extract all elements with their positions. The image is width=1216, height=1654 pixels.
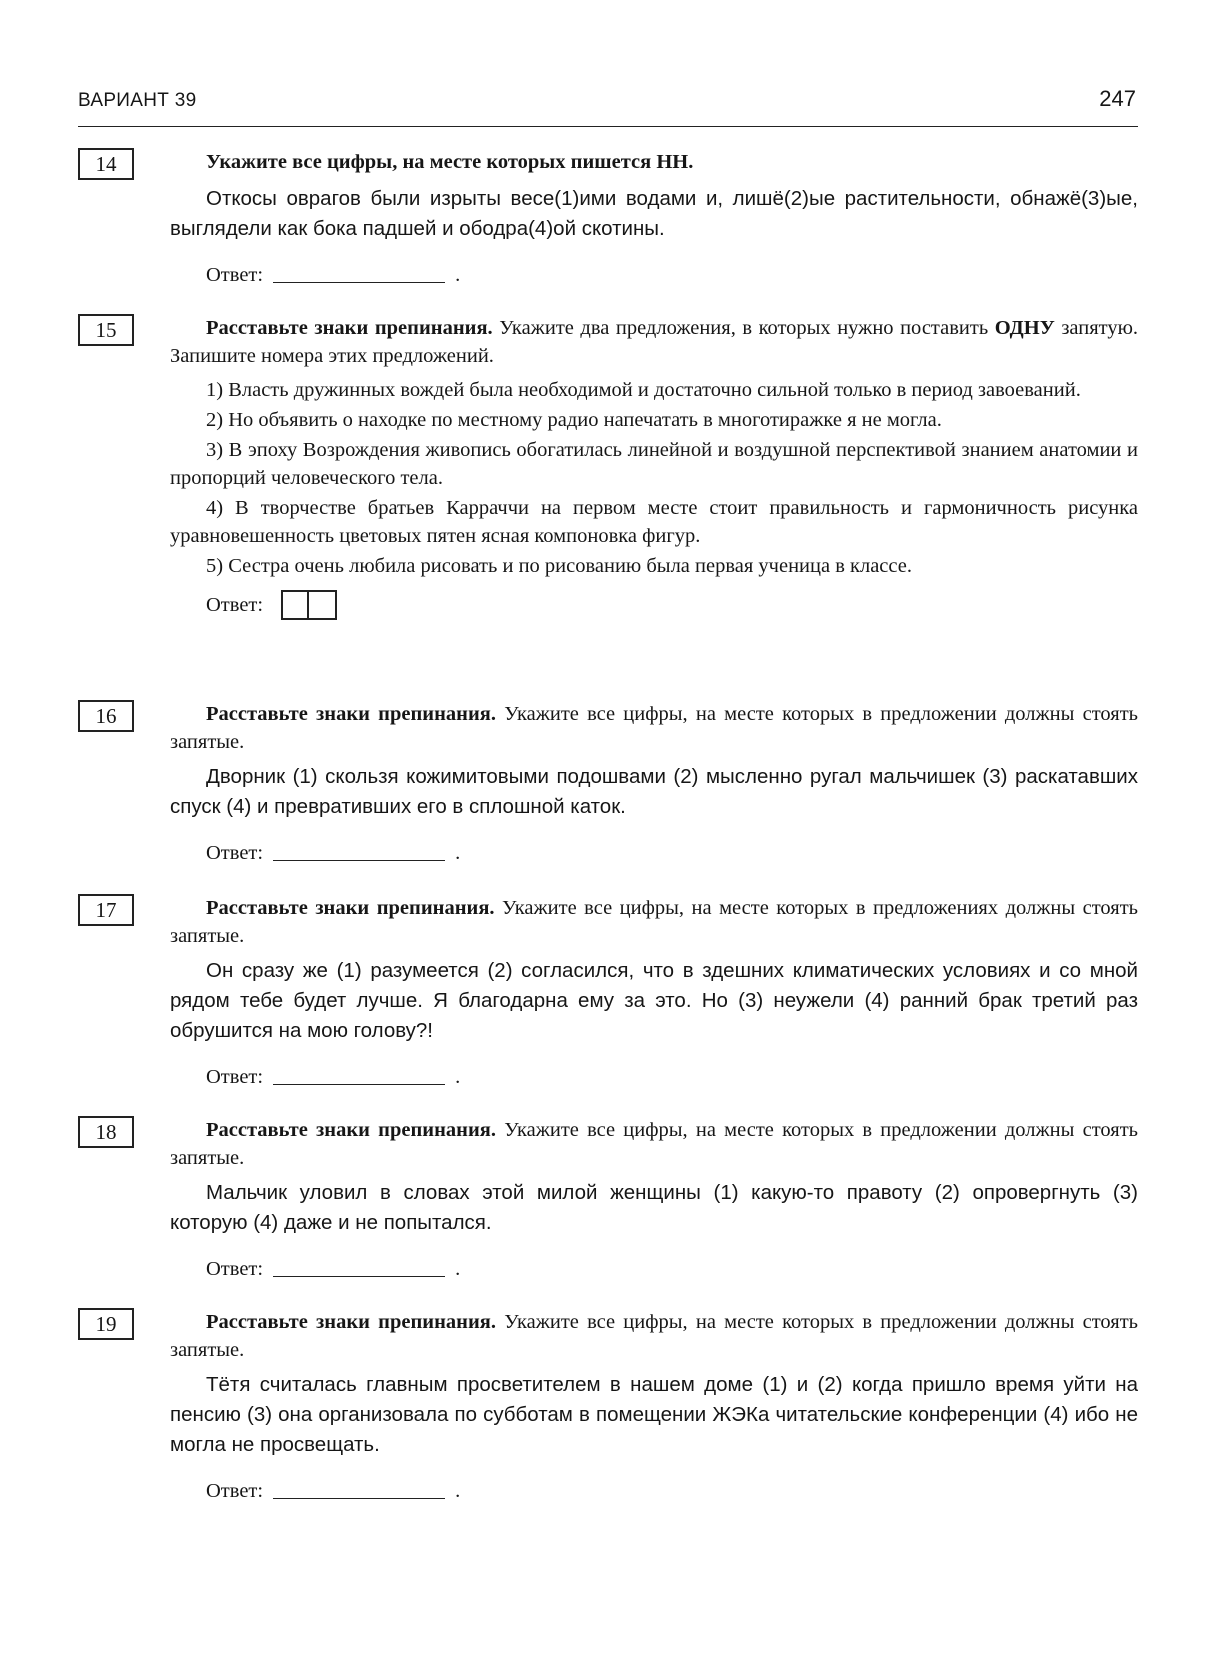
task-number: 17: [78, 894, 134, 926]
answer-label: Ответ:: [206, 1065, 264, 1088]
task-number: 19: [78, 1308, 134, 1340]
answer-box-2[interactable]: [309, 590, 337, 620]
task-text: Он сразу же (1) разумеется (2) согласился, что в здешних климатических условиях и со мной рядом тебе будет лучше. Я благодарна ему за это. Но (3) неужели (4) ранний брак третий раз обрушится на мою голову?!: [170, 959, 1138, 1042]
task-number: 16: [78, 700, 134, 732]
task-instruction: Расставьте знаки препинания. Укажите все цифры, на месте которых в предложении должны стоять запятые.: [170, 1119, 1139, 1169]
answer-box-1[interactable]: [281, 590, 309, 620]
task-instruction: Расставьте знаки препинания. Укажите все цифры, на месте которых в предложении должны стоять запятые.: [170, 703, 1139, 753]
variant-title: ВАРИАНТ 39: [78, 90, 197, 111]
answer-row: Ответ: .: [206, 841, 461, 864]
answer-line[interactable]: [273, 1484, 445, 1499]
answer-line[interactable]: [273, 1262, 445, 1277]
answer-label: Ответ:: [206, 593, 264, 616]
task-instruction: Укажите все цифры, на месте которых пишется НН.: [206, 151, 694, 173]
list-item: 4) В творчестве братьев Карраччи на первом месте стоит правильность и гармоничность рисунка уравновешенность цветовых пятен ясная компоновка фигур.: [170, 497, 1138, 547]
task-instruction: Расставьте знаки препинания. Укажите все цифры, на месте которых в предложениях должны стоять запятые.: [170, 897, 1138, 947]
task-text: Мальчик уловил в словах этой милой женщины (1) какую-то правоту (2) опровергнуть (3) которую (4) даже и не попытался.: [170, 1181, 1138, 1234]
task-instruction: Расставьте знаки препинания. Укажите два предложения, в которых нужно поставить ОДНУ запятую. Запишите номера этих предложений.: [170, 317, 1139, 367]
list-item: 2) Но объявить о находке по местному радио напечатать в многотиражке я не могла.: [206, 409, 942, 431]
task-number: 14: [78, 148, 134, 180]
answer-line[interactable]: [273, 268, 445, 283]
task-text: Дворник (1) скользя кожимитовыми подошвами (2) мысленно ругал мальчишек (3) раскатавших спуск (4) и превративших его в сплошной каток.: [170, 765, 1138, 818]
list-item: 5) Сестра очень любила рисовать и по рисованию была первая ученица в классе.: [206, 555, 912, 577]
task-instruction: Расставьте знаки препинания. Укажите все цифры, на месте которых в предложении должны стоять запятые.: [170, 1311, 1139, 1361]
page-number: 247: [1099, 86, 1136, 111]
answer-row: Ответ: .: [206, 1479, 461, 1502]
answer-label: Ответ:: [206, 1257, 264, 1280]
answer-row: Ответ: .: [206, 1065, 461, 1088]
answer-line[interactable]: [273, 846, 445, 861]
answer-line[interactable]: [273, 1070, 445, 1085]
answer-row: Ответ: .: [206, 1257, 461, 1280]
page-header: [78, 88, 1138, 127]
answer-label: Ответ:: [206, 263, 264, 286]
list-item: 1) Власть дружинных вождей была необходимой и достаточно сильной только в период завоеваний.: [206, 379, 1081, 401]
answer-label: Ответ:: [206, 1479, 264, 1502]
list-item: 3) В эпоху Возрождения живопись обогатилась линейной и воздушной перспективой знанием анатомии и пропорций человеческого тела.: [170, 439, 1138, 489]
task-number: 15: [78, 314, 134, 346]
answer-row: Ответ: .: [206, 263, 461, 286]
task-text: Тётя считалась главным просветителем в нашем доме (1) и (2) когда пришло время уйти на пенсию (3) она организовала по субботам в помещении ЖЭКа читательские конференции (4) ибо не могла не просвещать.: [170, 1373, 1138, 1456]
answer-boxes: [281, 590, 337, 620]
task-text: Откосы оврагов были изрыты весе(1)ими водами и, лишё(2)ые растительности, обнажё(3)ые, выглядели как бока падшей и ободра(4)ой скотины.: [170, 187, 1138, 240]
task-number: 18: [78, 1116, 134, 1148]
answer-label: Ответ:: [206, 841, 264, 864]
answer-row: [170, 590, 1138, 620]
